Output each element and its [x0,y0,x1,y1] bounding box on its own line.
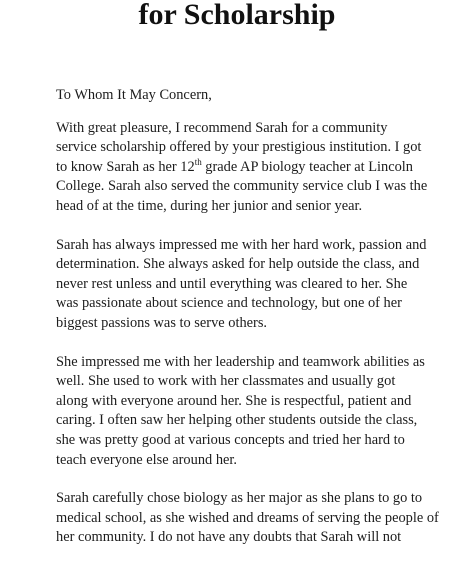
body-paragraph [56,489,439,548]
letter-title: for Scholarship [138,0,336,31]
paragraph-line: Sarah carefully chose biology as her major as she plans to go to [56,490,423,507]
paragraph-line: medical school, as she wished and dreams of serving the people of [56,509,439,526]
paragraph-line: With great pleasure, I recommend Sarah for a community [56,119,388,136]
paragraph-line: service scholarship offered by your prestigious institution. I got [56,139,422,156]
paragraph-line: well. She used to work with her classmates and usually got [56,373,396,390]
paragraph-line: along with everyone around her. She is respectful, patient and [56,392,412,409]
paragraph-line: head of at the time, during her junior and senior year. [56,197,363,214]
paragraph-line: to know Sarah as her 12th grade AP biology teacher at Lincoln [56,156,413,175]
paragraph-line: never rest unless and until everything was cleared to her. She [56,275,408,292]
letter-body [56,86,439,567]
ordinal-suffix: th [194,156,202,167]
paragraph-line: caring. I often saw her helping other students outside the class, [56,412,418,429]
paragraph-line: She impressed me with her leadership and teamwork abilities as [56,353,425,370]
paragraph-line: Sarah has always impressed me with her hard work, passion and [56,236,427,253]
paragraph-line: biggest passions was to serve others. [56,314,268,331]
paragraph-line: teach everyone else around her. [56,451,237,468]
paragraph-line: determination. She always asked for help outside the class, and [56,256,420,273]
salutation: To Whom It May Concern, [56,87,212,103]
body-paragraph [56,353,428,471]
paragraph-line: her community. I do not have any doubts that Sarah will not [56,529,402,546]
paragraph-line: College. Sarah also served the community service club I was the [56,178,428,195]
paragraph-line: was passionate about science and technology, but one of her [56,295,402,312]
body-paragraph [56,119,428,217]
body-paragraph [56,236,428,334]
paragraph-line: she was pretty good at various concepts and tried her hard to [56,431,405,448]
letter-paragraphs [56,119,439,548]
